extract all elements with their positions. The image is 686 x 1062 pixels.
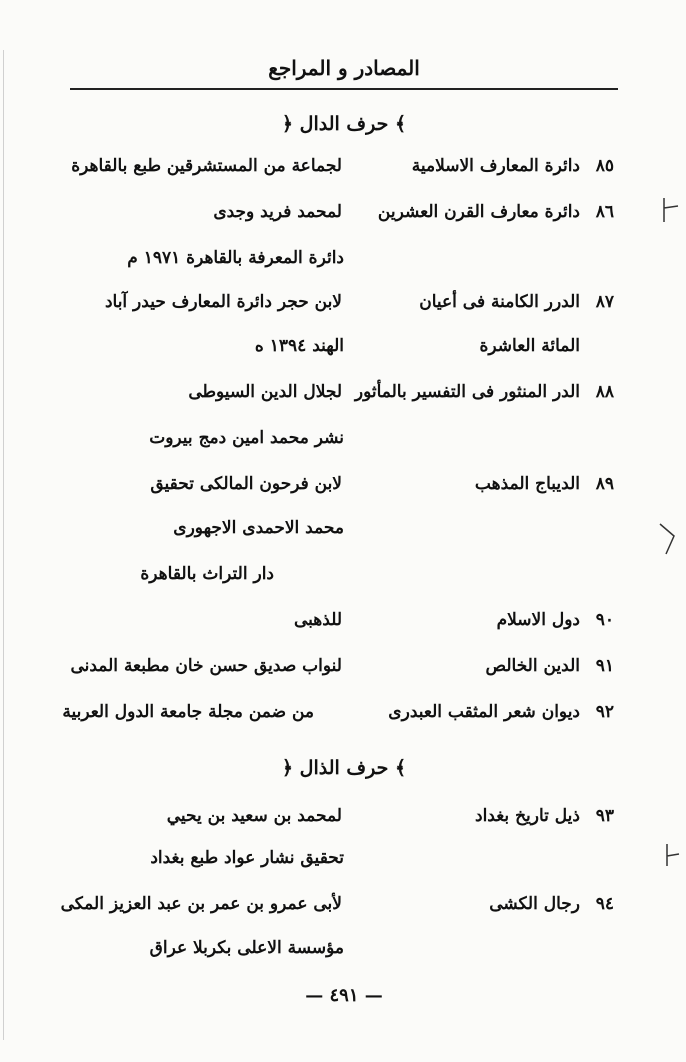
entry-92 — [62, 696, 614, 728]
entry-title: الدرر الكامنة فى أعيان — [419, 292, 580, 312]
entry-number: ٨٩ — [595, 474, 614, 494]
entry-title: الدين الخالص — [485, 656, 580, 676]
entry-author: للذهبى — [294, 610, 342, 630]
entry-88 — [78, 376, 614, 408]
entry-number: ٨٧ — [595, 292, 614, 312]
entry-number: ٩٢ — [595, 702, 614, 722]
entry-title: دائرة المعارف الاسلامية — [411, 156, 580, 176]
entry-author: لمحمد بن سعيد بن يحيي — [166, 806, 342, 826]
entry-86-continuation — [78, 242, 614, 274]
entry-title: رجال الكشى — [489, 894, 580, 914]
entry-88-continuation — [78, 422, 614, 454]
section-heading-thal: ﴿ حرف الذال ﴾ — [281, 757, 407, 779]
entry-title: ذيل تاريخ بغداد — [475, 806, 580, 826]
page-header-title: المصادر و المراجع — [268, 56, 420, 80]
entry-89 — [78, 468, 614, 500]
entry-number: ٩٣ — [595, 806, 614, 826]
entry-continuation: الهند ١٣٩٤ ه — [254, 336, 344, 356]
entry-89-continuation-2 — [78, 558, 614, 590]
entry-87-continuation — [78, 330, 614, 362]
margin-mark — [655, 840, 685, 870]
entry-86 — [78, 196, 614, 228]
entry-author: لجلال الدين السيوطى — [188, 382, 342, 402]
margin-mark — [656, 520, 686, 560]
entry-continuation: محمد الاحمدى الاجهورى — [173, 518, 344, 538]
entry-title: ديوان شعر المثقب العبدرى — [388, 702, 580, 722]
entry-title-continuation: المائة العاشرة — [479, 336, 580, 356]
entry-90 — [78, 604, 614, 636]
entry-author: لمحمد فريد وجدى — [213, 202, 342, 222]
entry-93-continuation — [78, 842, 614, 874]
entry-author: لأبى عمرو بن عمر بن عبد العزيز المكى — [60, 894, 342, 914]
margin-mark — [650, 196, 680, 226]
entry-number: ٨٥ — [595, 156, 614, 176]
section-heading-dal: ﴿ حرف الدال ﴾ — [281, 113, 407, 135]
entry-author: لنواب صديق حسن خان مطبعة المدنى — [70, 656, 342, 676]
entry-94 — [60, 888, 614, 920]
entry-title: الديباج المذهب — [474, 474, 580, 494]
entry-author: لجماعة من المستشرقين طبع بالقاهرة — [71, 156, 342, 176]
entry-93 — [78, 800, 614, 832]
entry-continuation: دار التراث بالقاهرة — [140, 564, 274, 584]
page-number: — ٤٩١ — — [305, 985, 383, 1006]
entry-number: ٩٤ — [595, 894, 614, 914]
entry-continuation: تحقيق نشار عواد طبع بغداد — [150, 848, 344, 868]
entry-number: ٨٦ — [595, 202, 614, 222]
entry-number: ٩٠ — [595, 610, 614, 630]
entry-continuation: نشر محمد امين دمج بيروت — [149, 428, 344, 448]
entry-number: ٨٨ — [595, 382, 614, 402]
entry-author: لابن حجر دائرة المعارف حيدر آباد — [104, 292, 342, 312]
entry-89-continuation — [78, 512, 614, 544]
entry-author: لابن فرحون المالكى تحقيق — [150, 474, 342, 494]
entry-continuation: مؤسسة الاعلى بكربلا عراق — [149, 938, 344, 958]
header-rule — [70, 88, 618, 90]
entry-continuation: دائرة المعرفة بالقاهرة ١٩٧١ م — [127, 248, 344, 268]
entry-author: من ضمن مجلة جامعة الدول العربية — [62, 702, 314, 722]
entry-94-continuation — [78, 932, 614, 964]
entry-87 — [78, 286, 614, 318]
entry-number: ٩١ — [595, 656, 614, 676]
page-edge-line — [3, 50, 4, 1040]
entry-91 — [70, 650, 614, 682]
entry-title: دائرة معارف القرن العشرين — [377, 202, 580, 222]
entry-title: الدر المنثور فى التفسير بالمأثور — [354, 382, 580, 402]
entry-85 — [71, 150, 614, 182]
entry-title: دول الاسلام — [496, 610, 580, 630]
